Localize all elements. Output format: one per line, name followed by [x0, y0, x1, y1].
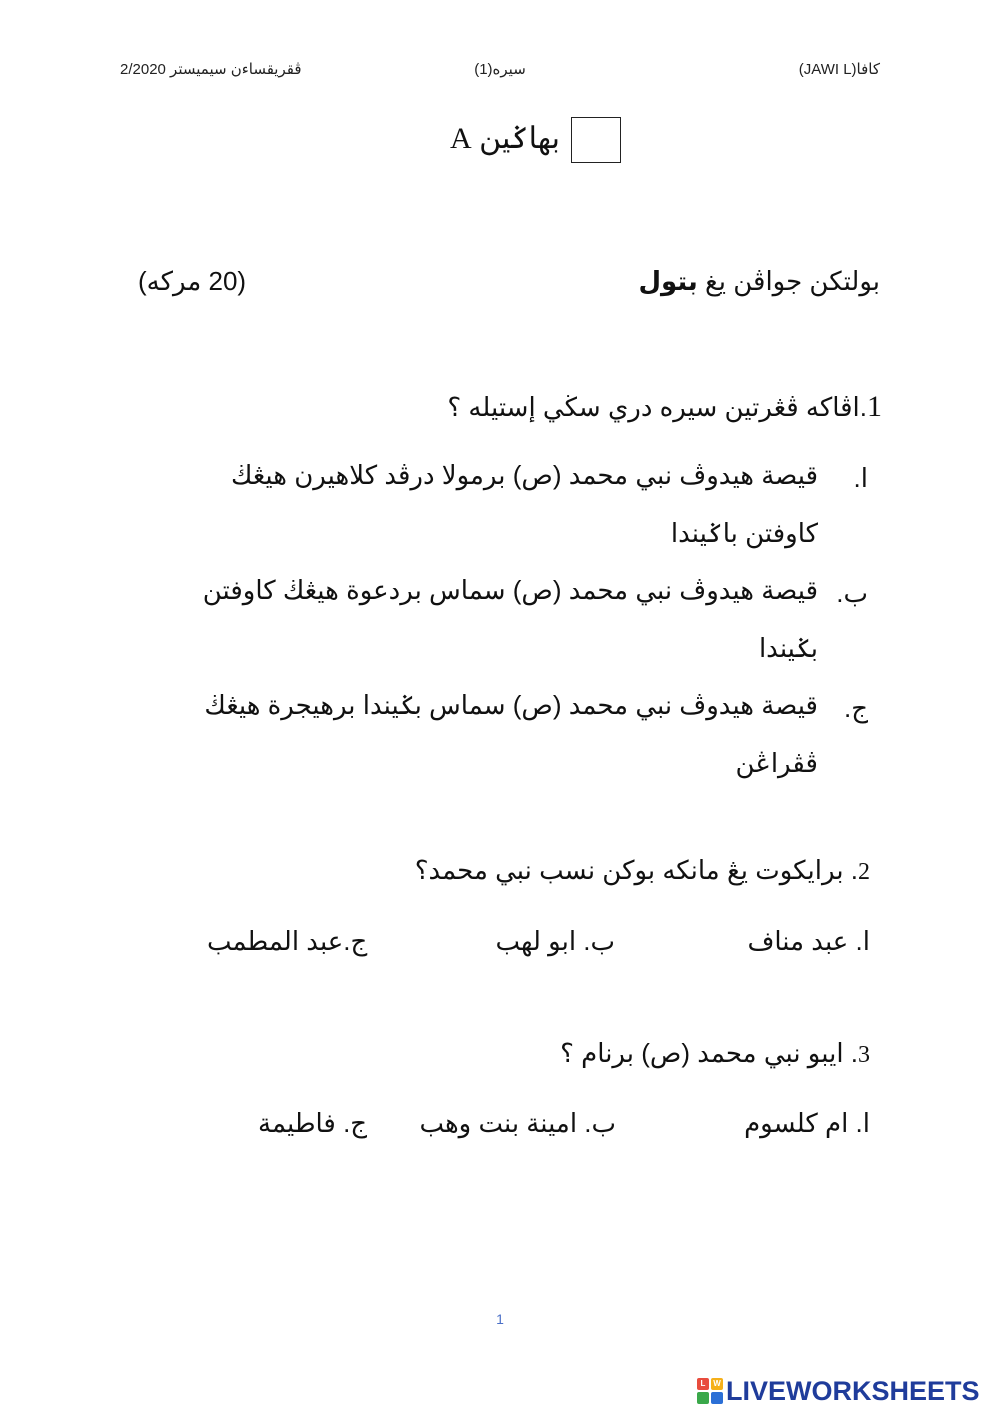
- question-number: 2: [858, 859, 870, 885]
- option-c[interactable]: ج. فاطيمة: [258, 1108, 368, 1138]
- instruction: [638, 266, 880, 297]
- option-text[interactable]: قيصة هيدوڤ نبي محمد (ص) برمولا درڤد كلاهيرن هيڠڬ: [230, 460, 818, 490]
- option-text[interactable]: قيصة هيدوڤ نبي محمد (ص) سماس بردعوة هيڠڬ كاوفتن: [202, 575, 818, 605]
- liveworksheets-logo-icon: [697, 1378, 723, 1404]
- option-text-cont[interactable]: ڤڤراڠن: [735, 748, 818, 778]
- section-label: بهاݢين A: [450, 122, 560, 155]
- page-number: 1: [496, 1311, 504, 1327]
- option-c[interactable]: ج.عبد المطمب: [207, 926, 368, 956]
- option-a[interactable]: ا. عبد مناف: [747, 926, 870, 956]
- question-number: 1: [867, 390, 882, 423]
- question-text: . ايبو نبي محمد (ص) برنام ؟: [560, 1038, 858, 1068]
- section-header: [440, 115, 640, 167]
- total-marks: (20 مركه): [138, 266, 247, 296]
- option-label: ب.: [836, 578, 868, 608]
- option-b[interactable]: ب. امينة بنت وهب: [419, 1108, 616, 1138]
- option-label: ا.: [853, 463, 868, 493]
- option-text-cont[interactable]: كاوفتن باݢيندا: [670, 518, 818, 548]
- instruction-text: بولتكن جواڤن يغ: [697, 266, 880, 296]
- question-1: [447, 390, 882, 424]
- liveworksheets-logo[interactable]: [697, 1376, 980, 1406]
- header-subject: سيره(1): [474, 61, 526, 78]
- question-text: .اڤاكه ڤڠرتين سيره دري سڬي إستيله ؟: [447, 392, 867, 422]
- question-3: [560, 1038, 870, 1069]
- header-exam-term: ڤقريقساءن سيميستر 2/2020: [120, 61, 302, 78]
- question-number: 3: [858, 1042, 870, 1068]
- section-score-box[interactable]: [571, 117, 621, 163]
- option-label: ج.: [843, 693, 868, 723]
- question-text: . برايكوت يڠ مانكه بوكن نسب نبي محمد؟: [414, 855, 858, 885]
- logo-tile-icon: W: [711, 1378, 723, 1390]
- option-text[interactable]: قيصة هيدوڤ نبي محمد (ص) سماس بݢيندا برهيجرة هيڠڬ: [204, 690, 818, 720]
- header-course-title: كافا(JAWI L): [798, 61, 880, 78]
- logo-tile-icon: [697, 1392, 709, 1404]
- logo-tile-icon: [711, 1392, 723, 1404]
- option-a[interactable]: ا. ام كلسوم: [744, 1108, 870, 1138]
- brand-text: LIVEWORKSHEETS: [726, 1375, 980, 1406]
- logo-tile-icon: L: [697, 1378, 709, 1390]
- question-2: [415, 855, 870, 886]
- option-b[interactable]: ب. ابو لهب: [495, 926, 615, 956]
- instruction-bold-word: بتول: [638, 266, 698, 296]
- option-text-cont[interactable]: بݢيندا: [758, 633, 818, 663]
